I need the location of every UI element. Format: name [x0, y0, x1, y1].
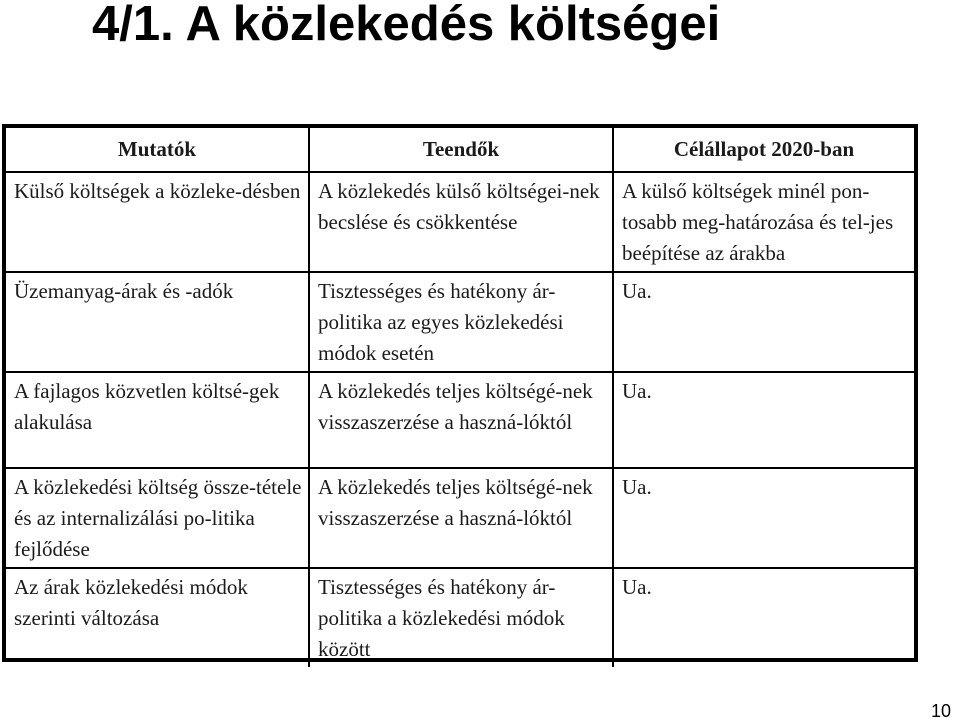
indicator-cell: Üzemanyag-árak és -adók — [6, 272, 309, 372]
target-cell: A külső költségek minél pon-tosabb meg-határozása és tel-jes beépítése az árakba — [613, 172, 914, 272]
table-row — [6, 272, 914, 372]
task-cell: Tisztességes és hatékony ár-politika a közlekedési módok között — [309, 568, 613, 667]
table-header-row — [6, 128, 914, 172]
target-cell: Ua. — [613, 568, 914, 667]
costs-table — [6, 128, 914, 667]
target-cell: Ua. — [613, 468, 914, 568]
task-cell: A közlekedés teljes költségé-nek visszaszerzése a haszná-lóktól — [309, 372, 613, 468]
header-target-2020: Célállapot 2020-ban — [613, 128, 914, 172]
header-indicators: Mutatók — [6, 128, 309, 172]
indicator-cell: A fajlagos közvetlen költsé-gek alakulása — [6, 372, 309, 468]
indicator-cell: Külső költségek a közleke-désben — [6, 172, 309, 272]
table-row — [6, 468, 914, 568]
table-row — [6, 172, 914, 272]
indicator-cell: Az árak közlekedési módok szerinti változása — [6, 568, 309, 667]
task-cell: Tisztességes és hatékony ár-politika az egyes közlekedési módok esetén — [309, 272, 613, 372]
indicators-table — [2, 124, 918, 662]
indicator-cell: A közlekedési költség össze-tétele és az internalizálási po-litika fejlődése — [6, 468, 309, 568]
table-row — [6, 372, 914, 468]
slide-title: 4/1. A közlekedés költségei — [92, 0, 721, 51]
page-number: 10 — [930, 701, 951, 721]
header-tasks: Teendők — [309, 128, 613, 172]
task-cell: A közlekedés külső költségei-nek becslése és csökkentése — [309, 172, 613, 272]
task-cell: A közlekedés teljes költségé-nek visszaszerzése a haszná-lóktól — [309, 468, 613, 568]
target-cell: Ua. — [613, 372, 914, 468]
table-row — [6, 568, 914, 667]
target-cell: Ua. — [613, 272, 914, 372]
